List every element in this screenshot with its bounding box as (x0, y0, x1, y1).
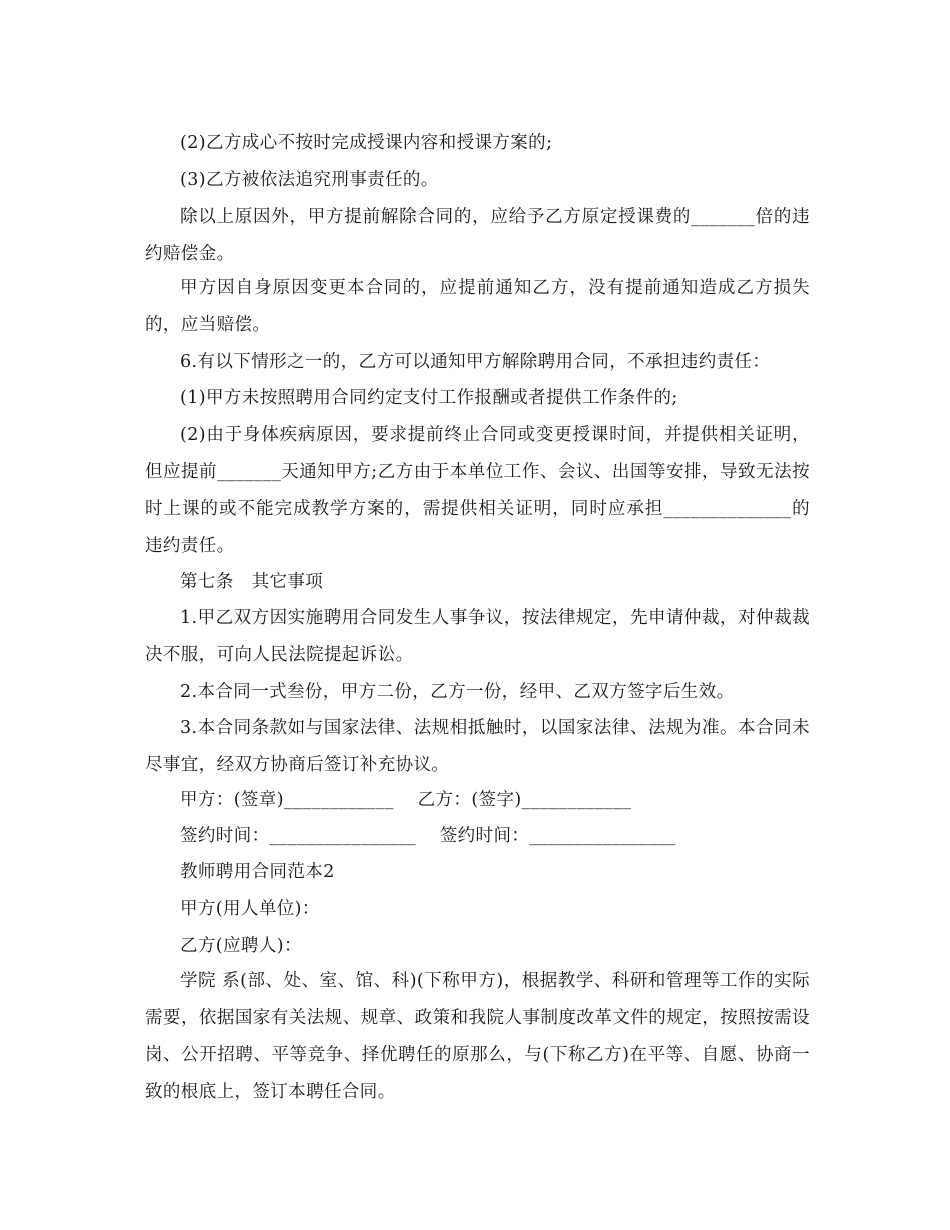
clause-6-item-2: (2)由于身体疾病原因，要求提前终止合同或变更授课时间，并提供相关证明，但应提前_______天通知甲方;乙方由于本单位工作、会议、出国等安排，导致无法按时上课的或不能完成教学方案的，需提供相关证明，同时应承担______________的违约责任。 (145, 425, 810, 556)
signing-date-line: 签约时间：________________ 签约时间：________________ (180, 826, 676, 846)
article-7-heading: 第七条 其它事项 (180, 572, 324, 592)
signature-line: 甲方：(签章)____________ 乙方：(签字)____________ (180, 790, 632, 810)
early-termination-paragraph: 除以上原因外，甲方提前解除合同的，应给予乙方原定授课费的_______倍的违约赔偿金。 (145, 207, 810, 264)
party-a-label: 甲方(用人单位)： (180, 899, 320, 919)
article-7-item-3: 3.本合同条款如与国家法律、法规相抵触时，以国家法律、法规为准。本合同未尽事宜，经双方协商后签订补充协议。 (145, 718, 810, 775)
change-contract-paragraph: 甲方因自身原因变更本合同的，应提前通知乙方，没有提前通知造成乙方损失的，应当赔偿。 (145, 278, 810, 335)
clause-6-item-1: (1)甲方未按照聘用合同约定支付工作报酬或者提供工作条件的; (180, 388, 678, 408)
article-7-item-1: 1.甲乙双方因实施聘用合同发生人事争议，按法律规定，先申请仲裁，对仲裁裁决不服，可向人民法院提起诉讼。 (145, 608, 810, 665)
article-7-item-2: 2.本合同一式叁份，甲方二份，乙方一份，经甲、乙双方签字后生效。 (180, 682, 735, 702)
clause-item-2: (2)乙方成心不按时完成授课内容和授课方案的; (180, 133, 553, 153)
clause-6-heading: 6.有以下情形之一的，乙方可以通知甲方解除聘用合同，不承担违约责任： (180, 352, 771, 372)
party-b-label: 乙方(应聘人)： (180, 936, 302, 956)
preamble-paragraph: 学院 系(部、处、室、馆、科)(下称甲方)，根据教学、科研和管理等工作的实际需要，依据国家有关法规、规章、政策和我院人事制度改革文件的规定，按照按需设岗、公开招聘、平等竞争、择优聘任的原那么，与(下称乙方)在平等、自愿、协商一致的根底上，签订本聘任合同。 (145, 971, 810, 1102)
template-2-title: 教师聘用合同范本2 (180, 862, 335, 882)
clause-item-3: (3)乙方被依法追究刑事责任的。 (180, 170, 439, 190)
